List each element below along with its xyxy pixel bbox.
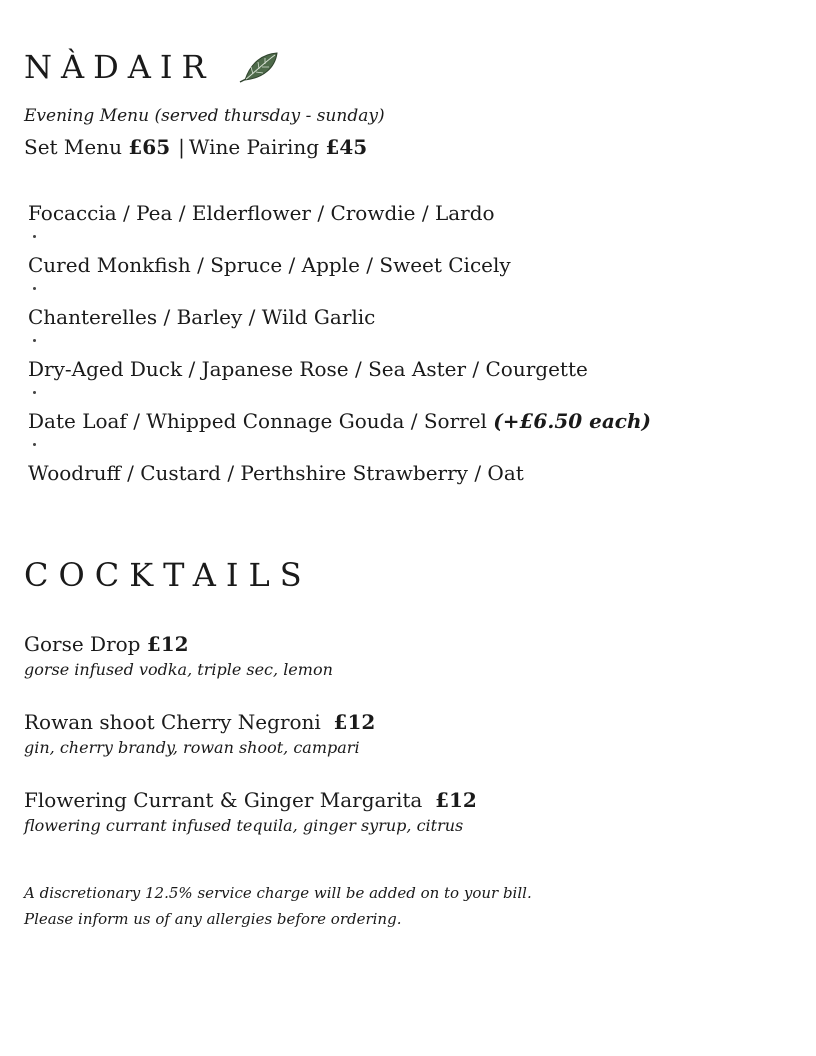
pricing-separator: | <box>178 135 185 159</box>
cocktail-price: £12 <box>333 710 376 734</box>
course-item: Cured Monkfish / Spruce / Apple / Sweet Cicely <box>28 253 511 277</box>
leaf-icon <box>237 50 281 84</box>
menu-subtitle: Evening Menu (served thursday - sunday) <box>24 106 385 126</box>
cocktail-description: gorse infused vodka, triple sec, lemon <box>24 660 333 679</box>
title-row <box>24 48 281 86</box>
set-menu-price: £65 <box>128 135 171 159</box>
wine-pairing-price: £45 <box>325 135 368 159</box>
cocktail-name: Rowan shoot Cherry Negroni £12 <box>24 710 376 734</box>
service-charge-note: A discretionary 12.5% service charge will be added on to your bill. <box>24 884 532 902</box>
course-item: Chanterelles / Barley / Wild Garlic <box>28 305 376 329</box>
allergy-note: Please inform us of any allergies before ordering. <box>24 910 402 928</box>
course-list <box>28 200 651 486</box>
cocktail-item <box>24 708 724 760</box>
cocktails-title: COCKTAILS <box>24 556 312 594</box>
wine-pairing-label: Wine Pairing <box>188 135 320 159</box>
set-menu-label: Set Menu <box>24 135 123 159</box>
cocktail-description: gin, cherry brandy, rowan shoot, campari <box>24 738 360 757</box>
course-item: Focaccia / Pea / Elderflower / Crowdie / Lardo <box>28 201 495 225</box>
course-divider <box>28 434 651 460</box>
footer-notes <box>24 880 532 932</box>
cocktail-item <box>24 630 724 682</box>
cocktail-name: Gorse Drop £12 <box>24 632 189 656</box>
brand-title: NÀDAIR <box>24 48 215 86</box>
cocktail-list <box>24 630 724 864</box>
course-item: Date Loaf / Whipped Connage Gouda / Sorrel (+£6.50 each) <box>28 409 651 433</box>
cocktail-price: £12 <box>435 788 477 812</box>
course-divider <box>28 330 651 356</box>
course-divider <box>28 382 651 408</box>
course-divider <box>28 226 651 252</box>
course-item: Woodruff / Custard / Perthshire Strawberry / Oat <box>28 461 524 485</box>
course-divider <box>28 278 651 304</box>
cocktail-price: £12 <box>146 632 189 656</box>
course-supplement: (+£6.50 each) <box>493 409 651 433</box>
cocktail-name: Flowering Currant & Ginger Margarita £12 <box>24 788 477 812</box>
cocktail-description: flowering currant infused tequila, ginger syrup, citrus <box>24 816 464 835</box>
pricing-line <box>24 135 367 159</box>
cocktail-item <box>24 786 724 838</box>
course-item: Dry-Aged Duck / Japanese Rose / Sea Aster / Courgette <box>28 357 588 381</box>
